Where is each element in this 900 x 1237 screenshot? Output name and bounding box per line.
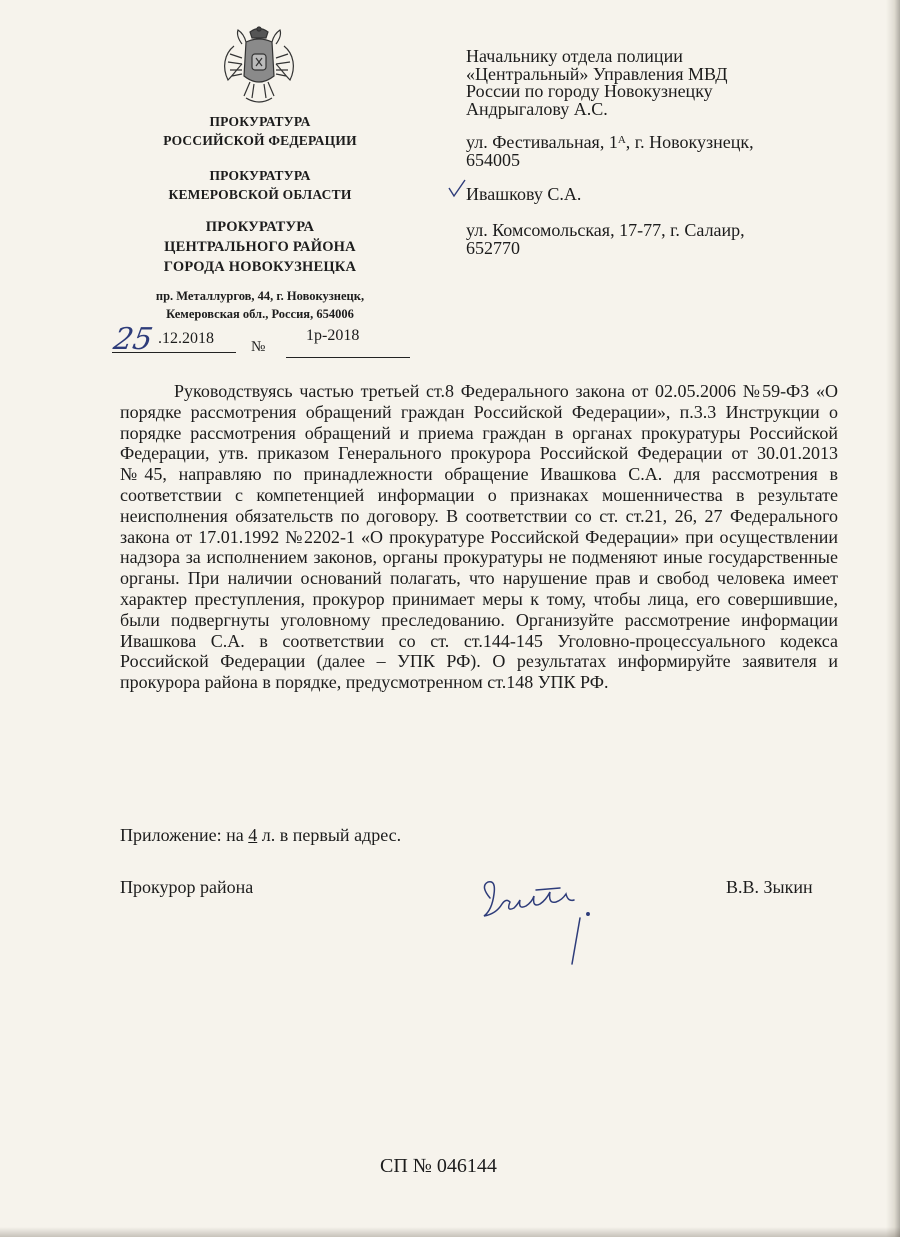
org-line: ПРОКУРАТУРА [209, 114, 311, 129]
handwritten-signature [476, 876, 606, 968]
address-street: ул. Фестивальная, 1 [466, 132, 618, 152]
org-address [120, 287, 400, 323]
recipient-line: Ивашкову С.А. [466, 184, 582, 204]
signer-role: Прокурор района [120, 877, 254, 897]
number-sign: № [251, 339, 266, 355]
checkmark-icon [447, 178, 467, 200]
signer-name: В.В. Зыкин [726, 877, 813, 897]
recipient-police-address [466, 134, 886, 169]
address-line: пр. Металлургов, 44, г. Новокузнецк, [155, 289, 365, 303]
attachment-prefix: Приложение: на [120, 825, 249, 845]
org-prosecutor-rf [120, 112, 400, 150]
page-edge-shadow-bottom [0, 1227, 900, 1237]
org-line: ПРОКУРАТУРА [205, 219, 315, 235]
address-superscript: А [617, 134, 626, 146]
org-prosecutor-district [120, 217, 400, 277]
attachment-suffix: л. в первый адрес. [257, 825, 402, 845]
date-underline [112, 352, 236, 353]
recipient-line: Начальнику отдела полиции [466, 46, 683, 66]
org-prosecutor-region [120, 166, 400, 204]
org-line: ПРОКУРАТУРА [209, 168, 311, 183]
recipient-applicant [466, 186, 886, 204]
org-line: КЕМЕРОВСКОЙ ОБЛАСТИ [168, 187, 352, 202]
recipient-line: «Центральный» Управления МВД [466, 63, 728, 84]
page-edge-shadow [886, 0, 900, 1237]
handwritten-day: 25 [110, 322, 156, 357]
address-postcode: 652770 [466, 237, 520, 258]
attachment-note [120, 825, 401, 846]
org-line: ЦЕНТРАЛЬНОГО РАЙОНА [164, 239, 356, 255]
recipient-line: Андрыгалову А.С. [466, 98, 608, 119]
number-underline [286, 357, 410, 358]
letter-body: Руководствуясь частью третьей ст.8 Федерального закона от 02.05.2006 №59-ФЗ «О порядке рассмотрения обращений граждан Российской Федерации», п.3.3 Инструкции о порядке рассмотрения обращений и приема граждан в органах прокуратуры Российской Федерации, утв. приказом Генерального прокурора Российской Федерации от 30.01.2013 №45, направляю по принадлежности обращение Ивашкова С.А. для рассмотрения в соответствии с компетенцией информации о признаках мошенничества в результате неисполнения обязательств по договору. В соответствии со ст. ст.21, 26, 27 Федерального закона от 17.01.1992 №2202-1 «О прокуратуре Российской Федерации» при осуществлении надзора за исполнением законов, органы прокуратуры не подменяют иные государственные органы. При наличии оснований полагать, что нарушение прав и свобод человека имеет характер преступления, прокурор принимает меры к тому, чтобы лица, его совершившие, были подвергнуты уголовному преследованию. Организуйте рассмотрение информации Ивашкова С.А. в соответствии со ст. ст.144-145 Уголовно-процессуального кодекса Российской Федерации (далее – УПК РФ). О результатах информируйте заявителя и прокурора района в порядке, предусмотренном ст.148 УПК РФ. [120, 381, 838, 693]
address-line: ул. Комсомольская, 17-77, г. Салаир, [466, 220, 745, 240]
org-line: ГОРОДА НОВОКУЗНЕЦКА [163, 259, 357, 275]
address-line: Кемеровская обл., Россия, 654006 [166, 307, 354, 321]
reg-number: 1р-2018 [306, 327, 360, 344]
recipient-applicant-address [466, 222, 886, 257]
address-city: , г. Новокузнецк, [625, 132, 754, 152]
address-postcode: 654005 [466, 149, 520, 170]
recipient-line: России по городу Новокузнецку [466, 81, 713, 101]
reg-date: .12.2018 [158, 330, 214, 347]
attachment-count: 4 [248, 825, 258, 845]
form-serial-number: СП № 046144 [380, 1155, 497, 1177]
double-headed-eagle-icon [220, 24, 298, 108]
recipient-police [466, 48, 886, 118]
org-line: РОССИЙСКОЙ ФЕДЕРАЦИИ [163, 133, 357, 148]
